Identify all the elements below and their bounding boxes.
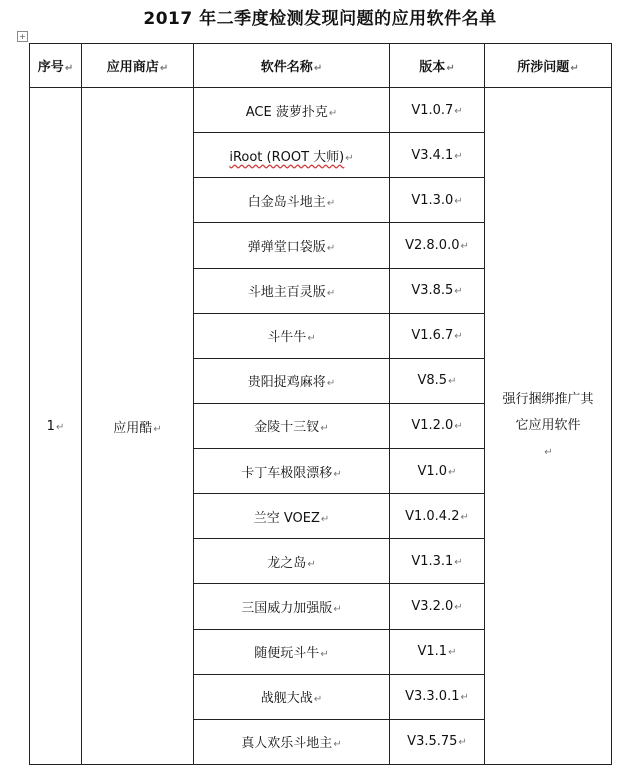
row-index-cell <box>30 88 82 765</box>
app-name-cell <box>194 223 390 268</box>
app-version: V3.3.0.1 <box>405 689 460 705</box>
version-cell <box>390 88 485 133</box>
app-version: V1.6.7 <box>411 328 454 344</box>
app-name-cell <box>194 584 390 629</box>
store-cell <box>82 88 194 765</box>
version-cell <box>390 629 485 674</box>
app-name-cell <box>194 313 390 358</box>
paragraph-mark-icon: ↵ <box>454 421 463 433</box>
app-name-cell <box>194 268 390 313</box>
paragraph-mark-icon: ↵ <box>448 466 457 478</box>
paragraph-mark-icon: ↵ <box>454 331 463 343</box>
paragraph-mark-icon: ↵ <box>326 197 336 209</box>
app-version: V1.2.0 <box>411 418 454 434</box>
app-version: V3.2.0 <box>411 598 454 614</box>
paragraph-mark-icon: ↵ <box>320 649 329 661</box>
app-name: 斗牛牛 <box>267 330 307 346</box>
app-name-cell <box>194 178 390 223</box>
app-version: V1.1 <box>417 644 448 660</box>
version-cell <box>390 584 485 629</box>
app-version: V1.3.1 <box>411 553 454 569</box>
app-name-cell <box>194 358 390 403</box>
table-header-row <box>30 44 612 88</box>
app-name-cell <box>194 88 390 133</box>
app-name-cell <box>194 494 390 539</box>
paragraph-mark-icon: ↵ <box>454 601 463 613</box>
issue-text: 强行捆绑推广其 它应用软件 ↵ <box>502 391 594 458</box>
app-name-cell <box>194 629 390 674</box>
store-name: 应用酷 <box>113 420 153 436</box>
header-index: 序号↵ <box>30 44 82 88</box>
header-store: 应用商店↵ <box>82 44 194 88</box>
version-cell <box>390 133 485 178</box>
app-version: V1.0.7 <box>411 102 454 118</box>
version-cell <box>390 674 485 719</box>
app-name: 三国威力加强版 <box>241 600 333 616</box>
app-version: V8.5 <box>417 373 448 389</box>
app-name-cell <box>194 674 390 719</box>
table-row <box>30 88 612 133</box>
app-version: V1.0 <box>417 463 448 479</box>
paragraph-mark-icon: ↵ <box>333 739 342 751</box>
paragraph-mark-icon: ↵ <box>313 694 323 706</box>
paragraph-mark-icon: ↵ <box>460 511 469 523</box>
app-name: 随便玩斗牛 <box>254 646 320 662</box>
header-app-name: 软件名称↵ <box>194 44 390 88</box>
app-name: 贵阳捉鸡麻将 <box>247 375 326 391</box>
paragraph-mark-icon: ↵ <box>326 378 336 390</box>
version-cell <box>390 313 485 358</box>
paragraph-mark-icon: ↵ <box>326 288 336 300</box>
paragraph-mark-icon: ↵ <box>454 150 463 162</box>
app-name-cell <box>194 403 390 448</box>
paragraph-mark-icon: ↵ <box>55 421 65 433</box>
paragraph-mark-icon: ↵ <box>454 105 463 117</box>
paragraph-mark-icon: ↵ <box>307 558 316 570</box>
version-cell <box>390 719 485 764</box>
version-cell <box>390 223 485 268</box>
paragraph-mark-icon: ↵ <box>333 468 342 480</box>
app-version: V1.0.4.2 <box>405 508 460 524</box>
paragraph-mark-icon: ↵ <box>320 423 329 435</box>
app-version: V3.5.75 <box>407 734 458 750</box>
paragraph-mark-icon: ↵ <box>454 286 463 298</box>
app-name: ACE 菠萝扑克 <box>245 104 328 120</box>
issue-cell <box>485 88 612 765</box>
paragraph-mark-icon: ↵ <box>544 446 553 458</box>
app-name: 白金岛斗地主 <box>247 194 326 210</box>
version-cell <box>390 449 485 494</box>
app-name: 斗地主百灵版 <box>247 285 326 301</box>
version-cell <box>390 403 485 448</box>
paragraph-mark-icon: ↵ <box>345 152 354 164</box>
app-name-cell <box>194 449 390 494</box>
paragraph-mark-icon: ↵ <box>458 737 467 749</box>
document-title: 2017 年二季度检测发现问题的应用软件名单 <box>143 9 497 29</box>
paragraph-mark-icon: ↵ <box>307 333 316 345</box>
app-version: V1.3.0 <box>411 192 454 208</box>
app-name: 弹弹堂口袋版 <box>247 239 326 255</box>
version-cell <box>390 178 485 223</box>
app-name-cell <box>194 133 390 178</box>
paragraph-mark-icon: ↵ <box>326 242 336 254</box>
paragraph-mark-icon: ↵ <box>460 692 469 704</box>
app-name: iRoot (ROOT 大师) <box>229 149 345 165</box>
paragraph-mark-icon: ↵ <box>454 556 463 568</box>
version-cell <box>390 268 485 313</box>
paragraph-mark-icon: ↵ <box>320 513 330 525</box>
app-name: 兰空 VOEZ <box>253 510 320 526</box>
paragraph-mark-icon: ↵ <box>448 376 457 388</box>
app-name: 金陵十三钗 <box>254 420 320 436</box>
row-index: 1 <box>46 418 55 434</box>
app-version: V3.4.1 <box>411 147 454 163</box>
app-version: V2.8.0.0 <box>405 237 460 253</box>
header-version: 版本↵ <box>390 44 485 88</box>
version-cell <box>390 539 485 584</box>
paragraph-mark-icon: ↵ <box>454 195 463 207</box>
app-name: 卡丁车极限漂移 <box>241 465 333 481</box>
app-name-cell <box>194 539 390 584</box>
table-move-handle-icon[interactable]: + <box>17 31 28 42</box>
paragraph-mark-icon: ↵ <box>328 107 338 119</box>
header-issue: 所涉问题↵ <box>485 44 612 88</box>
app-name: 真人欢乐斗地主 <box>241 736 333 752</box>
paragraph-mark-icon: ↵ <box>460 240 469 252</box>
paragraph-mark-icon: ↵ <box>333 603 342 615</box>
paragraph-mark-icon: ↵ <box>448 647 457 659</box>
app-name: 龙之岛 <box>267 555 307 571</box>
app-version: V3.8.5 <box>411 283 454 299</box>
version-cell <box>390 358 485 403</box>
app-name: 战舰大战 <box>260 691 313 707</box>
paragraph-mark-icon: ↵ <box>153 423 162 435</box>
app-name-cell <box>194 719 390 764</box>
app-list-table <box>29 43 612 765</box>
version-cell <box>390 494 485 539</box>
